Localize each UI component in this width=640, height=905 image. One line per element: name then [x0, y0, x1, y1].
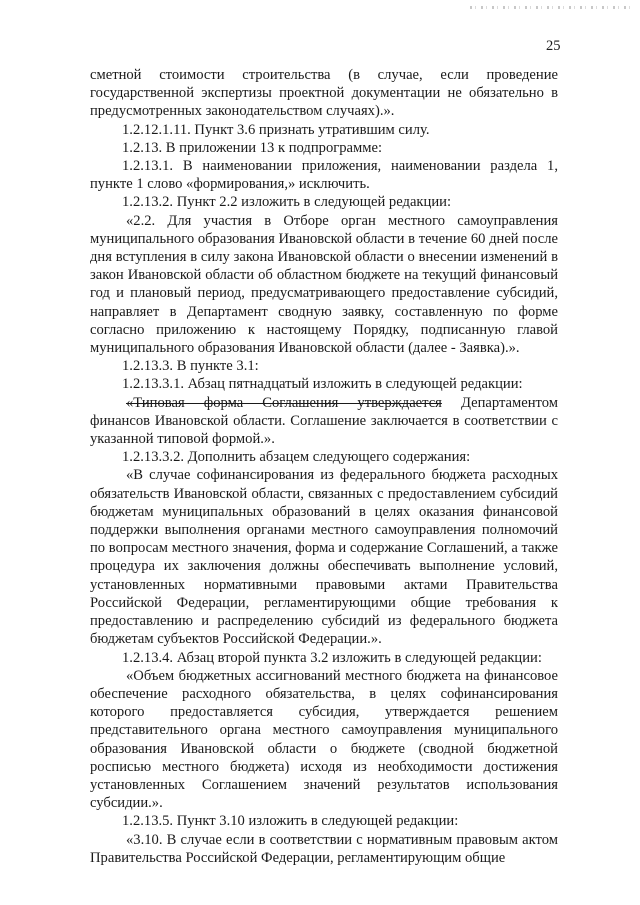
paragraph-item: 1.2.13.1. В наименовании приложения, наименовании раздела 1, пункте 1 слово «формирования,» исключить.: [90, 158, 558, 193]
paragraph-quote: «3.10. В случае если в соответствии с нормативным правовым актом Правительства Российской Федерации, регламентирующим общие: [90, 831, 558, 866]
paragraph-item: 1.2.13.3.2. Дополнить абзацем следующего содержания:: [122, 449, 471, 466]
paragraph-quote: «Объем бюджетных ассигнований местного бюджета на финансовое обеспечение расходного обязательства, в целях софинансирования которого предоставляется субсидия, утверждается решением представительного органа местного самоуправления муниципального образования Ивановской области о бюджете (сводной бюджетной росписью местного бюджета) исходя из необходимости достижения установленных Соглашением значений результатов использования субсидии.».: [90, 667, 558, 812]
document-body: [90, 66, 558, 867]
paragraph-item: 1.2.13.3.1. Абзац пятнадцатый изложить в следующей редакции:: [122, 376, 523, 393]
paragraph-item: 1.2.13. В приложении 13 к подпрограмме:: [122, 139, 383, 156]
struck-text: «Типовая форма Соглашения утверждается: [126, 394, 442, 411]
paragraph-item: 1.2.13.4. Абзац второй пункта 3.2 изложить в следующей редакции:: [122, 649, 542, 666]
paragraph-quote: «2.2. Для участия в Отборе орган местного самоуправления муниципального образования Ивановской области в течение 60 дней после дня вступления в силу закона Ивановской области о внесении изменений в закон Ивановской области об областном бюджете на текущий финансовый год и плановый период, предусматривающего предоставление субсидий, направляет в Департамент сводную заявку, составленную по форме согласно приложению к настоящему Порядку, подписанную главой муниципального образования Ивановской области (далее - Заявка).».: [90, 212, 558, 357]
paragraph-text: Департаментом финансов Ивановской области. Соглашение заключается в соответствии с указанной типовой формой.».: [90, 394, 558, 448]
paragraph-quote-struck: [90, 394, 558, 449]
paragraph-item: 1.2.13.3. В пункте 3.1:: [122, 358, 259, 375]
paragraph-item: 1.2.13.5. Пункт 3.10 изложить в следующей редакции:: [122, 813, 459, 830]
paragraph-item: 1.2.12.1.11. Пункт 3.6 признать утратившим силу.: [122, 121, 430, 138]
scan-artifact: [470, 6, 635, 9]
page-number: 25: [546, 38, 561, 54]
paragraph-quote: «В случае софинансирования из федерального бюджета расходных обязательств Ивановской области, связанных с предоставлением субсидий бюджетам муниципальных образований в целях оказания финансовой поддержки выполнения органами местного самоуправления полномочий по вопросам местного значения, форма и содержание Соглашений, а также процедура их заключения должны обеспечивать выполнение условий, установленных нормативными правовыми актами Правительства Российской Федерации, регламентирующими общие требования к предоставлению и распределению субсидий из федерального бюджета бюджетам субъектов Российской Федерации.».: [90, 467, 558, 648]
paragraph-continuation: сметной стоимости строительства (в случае, если проведение государственной экспертизы проектной документации не обязательно в предусмотренных законодательством случаях).».: [90, 67, 558, 120]
paragraph-item: 1.2.13.2. Пункт 2.2 изложить в следующей редакции:: [122, 194, 451, 211]
